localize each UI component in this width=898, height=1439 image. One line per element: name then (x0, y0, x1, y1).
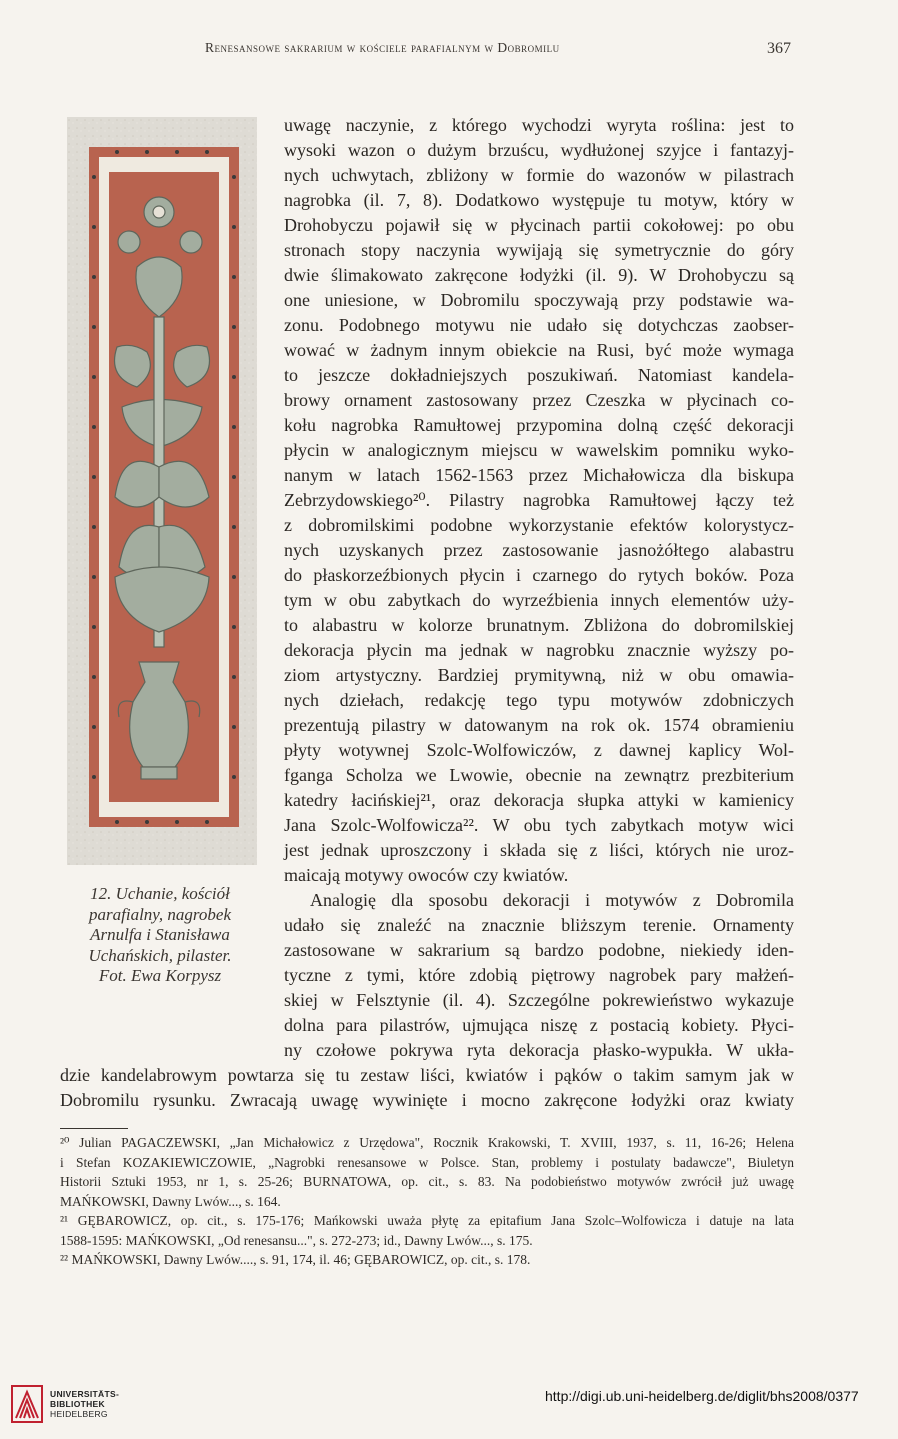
text-line: tyczne z tymi, które zdobią piętrowy nagrobek pary małżeń- (284, 965, 794, 985)
text-line: wować w żadnym innym obiekcie na Rusi, być może wymaga (284, 340, 794, 360)
text-line: zastosowane w sakrarium są bardzo podobne, niekiedy iden- (284, 940, 794, 960)
running-head: Renesansowe sakrarium w kościele parafialnym w Dobromilu (205, 40, 560, 55)
text-line: nych uzyskanych przez zastosowanie jasnożółtego alabastru (284, 540, 794, 560)
caption-line: parafialny, nagrobek (89, 904, 231, 924)
footnote-line: Historii Sztuki 1953, nr 1, s. 25-26; BURNATOWA, op. cit., s. 83. Na podobieństwo motywów zwrócił już uwagę (60, 1174, 794, 1189)
footnote-line: ²⁰ Julian PAGACZEWSKI, „Jan Michałowicz z Urzędowa", Rocznik Krakowski, T. XVIII, 1937, s. 11, 16-26; Helena (60, 1135, 794, 1150)
text-line: Dobromilu rysunku. Zwracają uwagę wywinięte i mocno zakręcone łodyżki oraz kwiaty (60, 1090, 794, 1110)
text-line: fganga Scholza we Lwowie, obecnie na zewnątrz prezbiterium (284, 765, 794, 785)
text-line: płyty wotywnej Szolc-Wolfowiczów, z dawnej kaplicy Wol- (284, 740, 794, 760)
footnotes (60, 1133, 794, 1270)
library-name-line: HEIDELBERG (50, 1409, 108, 1419)
library-logo-icon (10, 1384, 44, 1424)
body-full-width (60, 1063, 794, 1113)
text-line: stronach stopy naczynia wywijają się symetrycznie do góry (284, 240, 794, 260)
text-line: nagrobka (il. 7, 8). Dodatkowo występuje tu motyw, który w (284, 190, 794, 210)
text-line: tym w obu zabytkach do wyrzeźbienia innych elementów uży- (284, 590, 794, 610)
caption-line: Arnulfa i Stanisława (90, 925, 230, 944)
library-name-line: BIBLIOTHEK (50, 1399, 105, 1409)
footnote-line: 1588-1595: MAŃKOWSKI, „Od renesansu...", s. 272-273; id., Dawny Lwów..., s. 175. (60, 1232, 533, 1248)
text-line: płycin w analogicznym miejscu w wawelskim pomniku wyko- (284, 440, 794, 460)
footnote-line: ²² MAŃKOWSKI, Dawny Lwów...., s. 91, 174, il. 46; GĘBAROWICZ, op. cit., s. 178. (60, 1252, 531, 1267)
source-url[interactable]: http://digi.ub.uni-heidelberg.de/diglit/bhs2008/0377 (545, 1388, 859, 1404)
text-line: to jeszcze dokładniejszych poszukiwań. Natomiast kandela- (284, 365, 794, 385)
text-line: jest jednak uproszczony i składa się z liści, których nie uroz- (284, 840, 794, 860)
text-line: maicają motywy owoców czy kwiatów. (284, 865, 569, 885)
pilaster-photo (67, 117, 257, 865)
text-line: z dobromilskimi podobne wykorzystanie efektów kolorystycz- (284, 515, 794, 535)
text-line: udało się znaleźć na znacznie bliższym terenie. Ornamenty (284, 915, 794, 935)
text-line: one uniesione, w Dobromilu spoczywają przy podstawie wa- (284, 290, 794, 310)
caption-line: 12. Uchanie, kościół (90, 884, 230, 903)
text-line: do płaskorzeźbionych płycin i czarnego do rytych boków. Poza (284, 565, 794, 585)
text-line: Analogię dla sposobu dekoracji i motywów z Dobromila (310, 890, 794, 910)
body-column (284, 113, 794, 1063)
text-line: ziom artystyczny. Bardziej prymitywną, niż w obu omawia- (284, 665, 794, 685)
text-line: prezentują pilastry w datowanym na rok ok. 1574 obramieniu (284, 715, 794, 735)
text-line: zonu. Podobnego motywu nie udało się dotychczas zaobser- (284, 315, 794, 335)
footnote-rule (60, 1128, 128, 1129)
library-name-line: UNIVERSITÄTS- (50, 1389, 120, 1399)
caption-line: Fot. Ewa Korpysz (98, 966, 222, 985)
text-line: uwagę naczynie, z którego wychodzi wyryta roślina: jest to (284, 115, 794, 135)
text-line: Jana Szolc-Wolfowicza²². W obu tych zabytkach motyw wici (284, 815, 794, 835)
text-line: browy ornament zastosowany przez Czeszka w płycinach co- (284, 390, 794, 410)
text-line: ny czołowe pokrywa ryta dekoracja płasko-wypukła. W ukła- (284, 1040, 794, 1060)
footnote-line: ²¹ GĘBAROWICZ, op. cit., s. 175-176; Mańkowski uważa płytę za epitafium Jana Szolc–Wolfowicza i datuje na lata (60, 1213, 794, 1228)
library-name (50, 1389, 119, 1419)
text-line: skiej w Felsztynie (il. 4). Szczególne pokrewieństwo wykazuje (284, 990, 794, 1010)
text-line: nych dziełach, redakcję tego typu motywów zdobniczych (284, 690, 794, 710)
text-line: kołu nagrobka Ramułtowej przypomina dolną część dekoracji (284, 415, 794, 435)
footnote-line: MAŃKOWSKI, Dawny Lwów..., s. 164. (60, 1193, 281, 1209)
page-number: 367 (767, 40, 791, 57)
caption-line: Uchańskich, pilaster. (88, 945, 232, 965)
text-line: dolna para pilastrów, ujmująca niszę z postacią kobiety. Płyci- (284, 1015, 794, 1035)
text-line: Zebrzydowskiego²⁰. Pilastry nagrobka Ramułtowej łączy też (284, 490, 794, 510)
text-line: dzie kandelabrowym powtarza się tu zestaw liści, kwiatów i pąków o takim samym jak w (60, 1065, 794, 1085)
text-line: dekoracja płycin ma jednak w nagrobku znacznie wyższy po- (284, 640, 794, 660)
text-line: nych uchwytach, zbliżony w formie do wazonów w pilastrach (284, 165, 794, 185)
text-line: dwie ślimakowato zakręcone łodyżki (il. 9). W Drohobyczu są (284, 265, 794, 285)
text-line: to alabastru w kolorze brunatnym. Zbliżona do dobromilskiej (284, 615, 794, 635)
text-line: nanym w latach 1562-1563 przez Michałowicza dla biskupa (284, 465, 794, 485)
footnote-line: i Stefan KOZAKIEWICZOWIE, „Nagrobki renesansowe w Polsce. Stan, problemy i postulaty badawcze", Biuletyn (60, 1154, 794, 1170)
figure-caption (60, 884, 260, 987)
text-line: katedry łacińskiej²¹, oraz dekoracja słupka attyki w kamienicy (284, 790, 794, 810)
pilaster-illustration (67, 117, 257, 865)
text-line: Drohobyczu pojawił się w płycinach partii cokołowej: po obu (284, 215, 794, 235)
text-line: wysoki wazon o dużym brzuścu, wydłużonej szyjce i fantazyj- (284, 140, 794, 160)
